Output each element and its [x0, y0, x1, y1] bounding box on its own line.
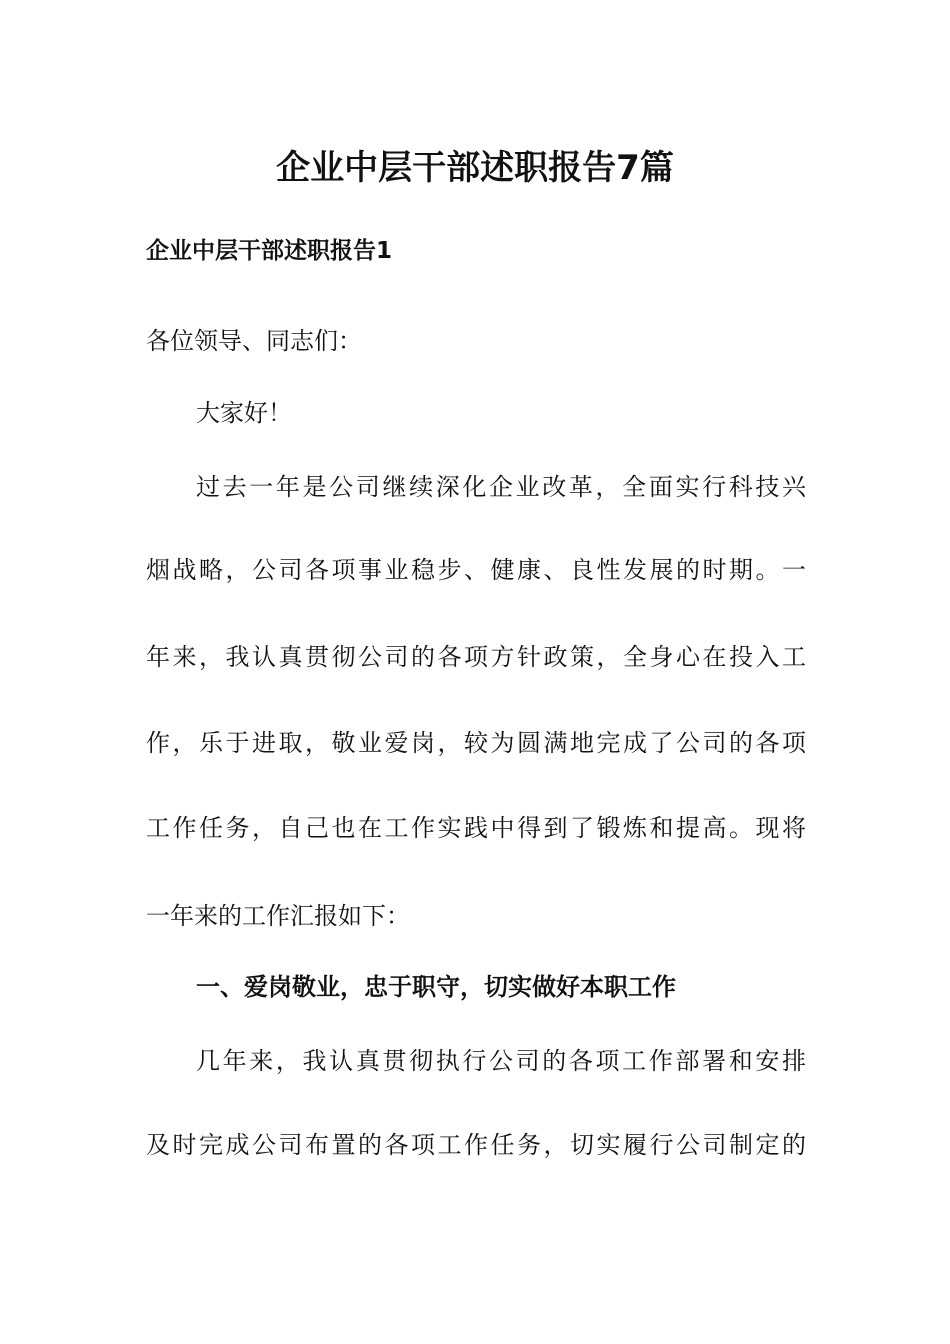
paragraph-line: 几年来，我认真贯彻执行公司的各项工作部署和安排 — [196, 1047, 806, 1075]
paragraph-line: 及时完成公司布置的各项工作任务，切实履行公司制定的 — [146, 1131, 806, 1159]
document-title: 企业中层干部述职报告7篇 — [276, 148, 674, 188]
section-heading: 企业中层干部述职报告1 — [146, 238, 393, 264]
paragraph-line: 年来，我认真贯彻公司的各项方针政策，全身心在投入工 — [146, 643, 806, 671]
paragraph-line: 作，乐于进取，敬业爱岗，较为圆满地完成了公司的各项 — [146, 729, 806, 757]
paragraph-line: 一年来的工作汇报如下： — [146, 902, 410, 930]
paragraph-line: 烟战略，公司各项事业稳步、健康、良性发展的时期。一 — [146, 556, 806, 584]
greeting: 大家好！ — [196, 399, 292, 427]
paragraph-line: 工作任务，自己也在工作实践中得到了锻炼和提高。现将 — [146, 814, 806, 842]
paragraph-line: 过去一年是公司继续深化企业改革，全面实行科技兴 — [196, 473, 806, 501]
salutation: 各位领导、同志们： — [146, 327, 362, 355]
heading-one: 一、爱岗敬业，忠于职守，切实做好本职工作 — [196, 973, 676, 1001]
